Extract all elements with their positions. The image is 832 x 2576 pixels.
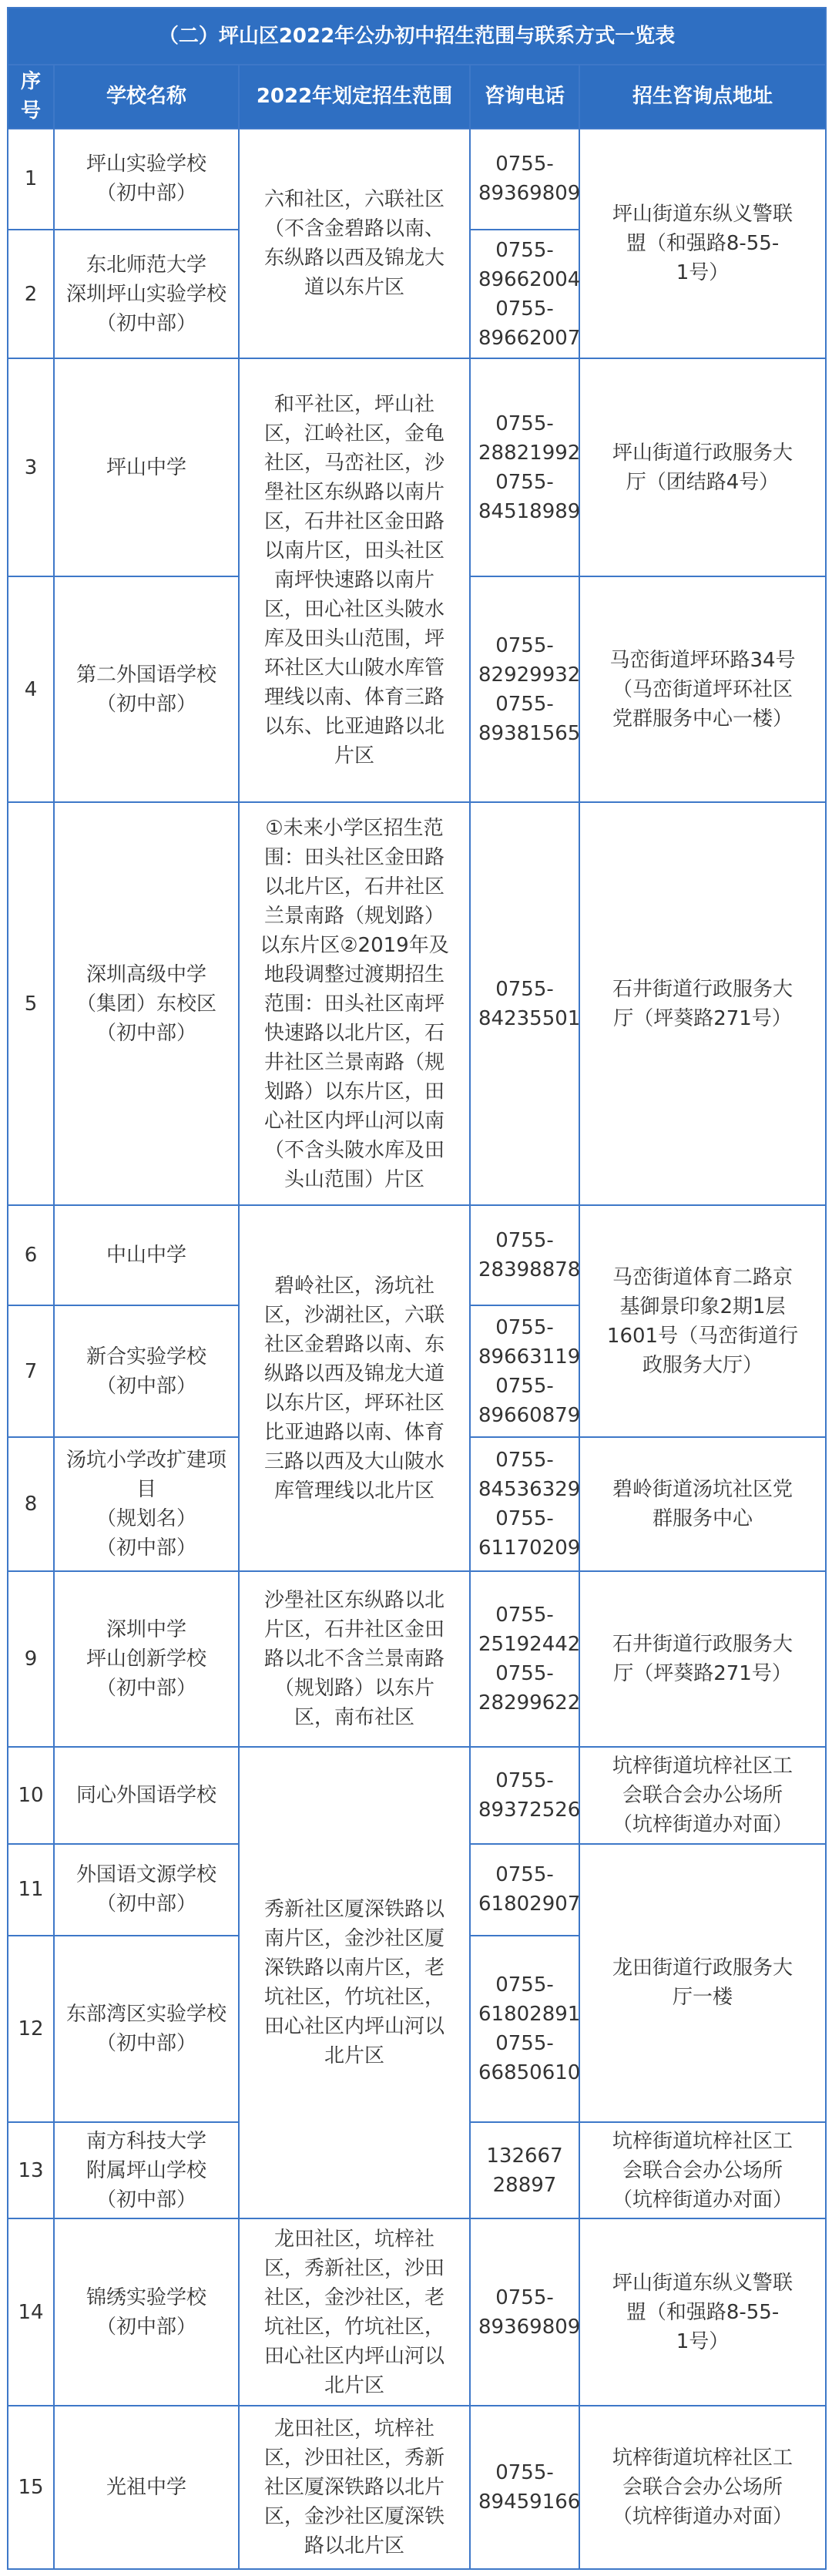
text-line: 84536329 — [478, 1478, 581, 1502]
text-line: 三路以西及大山陂水 — [263, 1449, 445, 1473]
text-line: （规划名） — [96, 1507, 196, 1531]
text-line: 南方科技大学 — [86, 2129, 206, 2153]
row-index: 7 — [8, 1305, 54, 1438]
text-line: （不含头陂水库及田 — [263, 1138, 445, 1162]
text-line: 碧岭社区，汤坑社 — [273, 1274, 434, 1298]
text-line: 0755- — [495, 153, 554, 176]
text-line: 社区，金沙社区，老 — [263, 2285, 445, 2309]
text-line: 0755- — [495, 1863, 554, 1887]
phone-number — [470, 129, 579, 230]
text-line: 六和社区，六联社区 — [263, 188, 445, 211]
text-line: 片区 — [334, 744, 374, 768]
row-index: 10 — [8, 1747, 54, 1843]
text-line: 马峦街道体育二路京 — [612, 1265, 793, 1289]
text-line: 党群服务中心一楼） — [612, 707, 793, 730]
enrollment-scope — [239, 1571, 470, 1747]
text-line: 深圳坪山实验学校 — [65, 282, 226, 306]
text-line: 心社区内坪山河以南 — [263, 1109, 445, 1133]
row-index: 4 — [8, 576, 54, 802]
text-line: 社区厦深铁路以北片 — [263, 2475, 445, 2499]
school-name — [54, 1571, 239, 1747]
text-line: 同心外国语学校 — [75, 1783, 216, 1807]
table-title: （二）坪山区2022年公办初中招生范围与联系方式一览表 — [8, 8, 826, 65]
row-index: 5 — [8, 802, 54, 1205]
text-line: 南坪快速路以南片 — [273, 569, 434, 593]
text-line: 田心社区内坪山河以 — [263, 2015, 445, 2039]
enrollment-scope — [239, 1747, 470, 2218]
text-line: 0755- — [495, 2285, 554, 2309]
text-line: 比亚迪路以南、体育 — [263, 1420, 445, 1444]
text-line: （初中部） — [96, 182, 196, 206]
row-index: 13 — [8, 2122, 54, 2218]
row-index: 8 — [8, 1437, 54, 1571]
text-line: ①未来小学区招生范 — [265, 816, 444, 840]
enrollment-scope — [239, 2406, 470, 2569]
text-line: 厅（坪葵路271号） — [613, 1006, 792, 1030]
text-line: 范围：田头社区南坪 — [263, 992, 445, 1016]
text-line: （马峦街道坪环社区 — [612, 677, 793, 701]
text-line: （初中部） — [96, 2188, 196, 2212]
school-name — [54, 1747, 239, 1843]
header-school: 学校名称 — [54, 65, 239, 129]
text-line: 1601号（马峦街道行 — [606, 1324, 799, 1348]
enrollment-scope — [239, 129, 470, 359]
text-line: （坑梓街道办对面） — [612, 2188, 793, 2212]
text-line: 东部湾区实验学校 — [65, 2002, 226, 2026]
phone-number — [470, 1305, 579, 1438]
consult-address — [579, 1747, 826, 1843]
text-line: 坪山街道东纵义警联 — [612, 203, 793, 226]
school-name — [54, 2122, 239, 2218]
text-line: 28398878 — [478, 1258, 581, 1282]
text-line: 路以北不含兰景南路 — [263, 1647, 445, 1671]
text-line: 快速路以北片区，石 — [263, 1021, 445, 1045]
text-line: 头山范围）片区 — [283, 1167, 424, 1191]
text-line: 井社区兰景南路（规 — [263, 1050, 445, 1074]
text-line: 以东片区，坪环社区 — [263, 1391, 445, 1415]
text-line: 61802907 — [478, 1893, 581, 1916]
enrollment-scope — [239, 1205, 470, 1571]
text-line: 第二外国语学校 — [75, 663, 216, 687]
table-row — [8, 358, 826, 576]
text-line: 0755- — [495, 411, 554, 435]
text-line: 89369809 — [478, 2315, 581, 2339]
text-line: 东纵路以西及锦龙大 — [263, 247, 445, 270]
text-line: 政服务大厅） — [642, 1353, 763, 1377]
text-line: 附属坪山学校 — [86, 2158, 206, 2182]
text-line: 0755- — [495, 1768, 554, 1792]
consult-address — [579, 576, 826, 802]
text-line: 0755- — [495, 692, 554, 716]
text-line: 新合实验学校 — [86, 1345, 206, 1369]
text-line: 84518989 — [478, 499, 581, 523]
text-line: 61802891 — [478, 2002, 581, 2026]
text-line: 库及田头山范围，坪 — [263, 627, 445, 651]
text-line: 0755- — [495, 1604, 554, 1627]
table-row — [8, 1747, 826, 1843]
consult-address — [579, 2122, 826, 2218]
text-line: （初中部） — [96, 1374, 196, 1398]
text-line: 盟（和强路8-55- — [626, 232, 780, 255]
table-row — [8, 1205, 826, 1305]
consult-address — [579, 1205, 826, 1437]
text-line: 深圳中学 — [106, 1618, 186, 1642]
header-scope: 2022年划定招生范围 — [239, 65, 470, 129]
phone-number — [470, 230, 579, 359]
phone-number — [470, 1844, 579, 1936]
text-line: 盟（和强路8-55- — [626, 2300, 780, 2324]
consult-address — [579, 358, 826, 576]
school-name — [54, 1936, 239, 2122]
text-line: 1号） — [676, 261, 730, 284]
consult-address — [579, 1844, 826, 2123]
school-name — [54, 1305, 239, 1438]
phone-number — [470, 1205, 579, 1305]
text-line: 片区，石井社区金田 — [263, 1618, 445, 1642]
text-line: 84235501 — [478, 1006, 581, 1030]
text-line: 目 — [136, 1478, 156, 1502]
text-line: 和平社区，坪山社 — [273, 393, 434, 417]
text-line: （初中部） — [96, 692, 196, 716]
text-line: 以北片区，石井社区 — [263, 875, 445, 898]
school-name — [54, 2406, 239, 2569]
text-line: 会联合会办公场所 — [622, 2475, 783, 2499]
consult-address — [579, 1571, 826, 1747]
text-line: 区，南布社区 — [294, 1706, 414, 1730]
text-line: （初中部） — [96, 1677, 196, 1701]
text-line: （集团）东校区 — [75, 992, 216, 1016]
header-index: 序号 — [8, 65, 54, 129]
school-name — [54, 2218, 239, 2405]
text-line: 28897 — [492, 2173, 557, 2197]
text-line: 北片区 — [324, 2044, 384, 2068]
text-line: 光祖中学 — [106, 2475, 186, 2499]
school-name — [54, 230, 239, 359]
phone-number — [470, 1437, 579, 1571]
school-name — [54, 1437, 239, 1571]
phone-number — [470, 1747, 579, 1843]
text-line: 会联合会办公场所 — [622, 1783, 783, 1807]
consult-address — [579, 2218, 826, 2405]
text-line: 壆社区东纵路以南片 — [263, 481, 445, 505]
text-line: 89372526 — [478, 1798, 581, 1822]
text-line: 划路）以东片区，田 — [263, 1080, 445, 1103]
text-line: 田心社区内坪山河以 — [263, 2344, 445, 2368]
consult-address — [579, 129, 826, 359]
text-line: 66850610 — [478, 2060, 581, 2084]
text-line: 南片区，金沙社区厦 — [263, 1927, 445, 1951]
table-row — [8, 1571, 826, 1747]
text-line: 兰景南路（规划路） — [263, 904, 445, 928]
text-line: 区，秀新社区，沙田 — [263, 2256, 445, 2280]
row-index: 15 — [8, 2406, 54, 2569]
text-line: 坪山街道行政服务大 — [612, 441, 793, 465]
text-line: 碧岭街道汤坑社区党 — [612, 1478, 793, 1502]
text-line: 厅（团结路4号） — [626, 470, 780, 494]
text-line: 道以东片区 — [304, 276, 404, 299]
text-line: 89663119 — [478, 1345, 581, 1369]
text-line: 以南片区，田头社区 — [263, 539, 445, 563]
text-line: 89381565 — [478, 721, 581, 745]
text-line: 汤坑小学改扩建项 — [65, 1449, 226, 1473]
text-line: 沙壆社区东纵路以北 — [263, 1589, 445, 1613]
text-line: 深铁路以南片区，老 — [263, 1956, 445, 1980]
phone-number — [470, 2122, 579, 2218]
phone-number — [470, 1936, 579, 2122]
text-line: （坑梓街道办对面） — [612, 1812, 793, 1836]
school-name — [54, 802, 239, 1205]
phone-number — [470, 576, 579, 802]
text-line: 石井街道行政服务大 — [612, 1633, 793, 1657]
consult-address — [579, 2406, 826, 2569]
text-line: 深圳高级中学 — [86, 962, 206, 986]
school-name — [54, 1844, 239, 1936]
text-line: 龙田街道行政服务大 — [612, 1956, 793, 1980]
text-line: 路以北片区 — [304, 2534, 404, 2558]
table-row — [8, 129, 826, 230]
school-name — [54, 576, 239, 802]
text-line: 以东、比亚迪路以北 — [263, 715, 445, 739]
text-line: 外国语文源学校 — [75, 1863, 216, 1887]
text-line: 89660879 — [478, 1403, 581, 1427]
text-line: 0755- — [495, 977, 554, 1001]
header-address: 招生咨询点地址 — [579, 65, 826, 129]
text-line: 理线以南、体育三路 — [263, 686, 445, 710]
phone-number — [470, 2218, 579, 2405]
text-line: 28821992 — [478, 441, 581, 465]
school-name — [54, 1205, 239, 1305]
text-line: 0755- — [495, 470, 554, 494]
text-line: 群服务中心 — [653, 1507, 753, 1531]
text-line: （初中部） — [96, 2031, 196, 2055]
enrollment-scope — [239, 358, 470, 802]
row-index: 12 — [8, 1936, 54, 2122]
table-row — [8, 802, 826, 1205]
text-line: 89662004 — [478, 267, 581, 291]
text-line: 社区金碧路以南、东 — [263, 1332, 445, 1356]
text-line: 地段调整过渡期招生 — [263, 962, 445, 986]
text-line: 0755- — [495, 297, 554, 321]
text-line: 区，沙田社区，秀新 — [263, 2446, 445, 2470]
phone-number — [470, 358, 579, 576]
enrollment-table — [7, 7, 827, 2570]
consult-address — [579, 802, 826, 1205]
school-name — [54, 358, 239, 576]
enrollment-scope — [239, 802, 470, 1205]
text-line: 89459166 — [478, 2490, 581, 2514]
row-index: 11 — [8, 1844, 54, 1936]
text-line: 石井街道行政服务大 — [612, 977, 793, 1001]
text-line: 以东片区②2019年及 — [260, 933, 449, 957]
text-line: 0755- — [495, 2460, 554, 2484]
text-line: 0755- — [495, 1662, 554, 1686]
row-index: 6 — [8, 1205, 54, 1305]
row-index: 2 — [8, 230, 54, 359]
text-line: 坑梓街道坑梓社区工 — [612, 2129, 793, 2153]
text-line: 区，江岭社区，金龟 — [263, 422, 445, 446]
text-line: 1号） — [676, 2329, 730, 2353]
text-line: （不含金碧路以南、 — [263, 217, 445, 240]
text-line: 纵路以西及锦龙大道 — [263, 1362, 445, 1385]
text-line: 82929932 — [478, 663, 581, 687]
text-line: 马峦街道坪环路34号 — [609, 648, 796, 672]
text-line: 基御景印象2期1层 — [619, 1295, 786, 1318]
text-line: 0755- — [495, 1315, 554, 1339]
text-line: 28299622 — [478, 1691, 581, 1715]
text-line: 0755- — [495, 633, 554, 657]
text-line: 61170209 — [478, 1537, 581, 1560]
text-line: 坪山实验学校 — [86, 153, 206, 176]
text-line: 坪山街道东纵义警联 — [612, 2271, 793, 2295]
text-line: 坑社区，竹坑社区， — [263, 1986, 445, 2010]
text-line: 围：田头社区金田路 — [263, 845, 445, 869]
text-line: 坑梓街道坑梓社区工 — [612, 2446, 793, 2470]
text-line: 0755- — [495, 238, 554, 262]
table-row — [8, 2218, 826, 2405]
text-line: 89369809 — [478, 182, 581, 206]
row-index: 9 — [8, 1571, 54, 1747]
text-line: 社区，马峦社区，沙 — [263, 452, 445, 475]
text-line: 东北师范大学 — [86, 253, 206, 277]
text-line: （规划路）以东片 — [273, 1677, 434, 1701]
header-phone: 咨询电话 — [470, 65, 579, 129]
consult-address — [579, 1437, 826, 1571]
text-line: （初中部） — [96, 1021, 196, 1045]
text-line: 会联合会办公场所 — [622, 2158, 783, 2182]
text-line: 秀新社区厦深铁路以 — [263, 1898, 445, 1922]
table-row — [8, 2406, 826, 2569]
text-line: 中山中学 — [106, 1244, 186, 1268]
text-line: 北片区 — [324, 2373, 384, 2397]
text-line: 区，沙湖社区，六联 — [263, 1303, 445, 1327]
text-line: 区，金沙社区厦深铁 — [263, 2504, 445, 2528]
text-line: （初中部） — [96, 1537, 196, 1560]
phone-number — [470, 802, 579, 1205]
text-line: 厅一楼 — [673, 1986, 733, 2010]
text-line: 0755- — [495, 1507, 554, 1531]
text-line: 132667 — [486, 2144, 563, 2168]
text-line: 库管理线以北片区 — [273, 1479, 434, 1503]
text-line: 25192442 — [478, 1633, 581, 1657]
text-line: 0755- — [495, 1449, 554, 1473]
text-line: 0755- — [495, 1229, 554, 1253]
enrollment-scope — [239, 2218, 470, 2405]
text-line: （坑梓街道办对面） — [612, 2504, 793, 2528]
text-line: 区，石井社区金田路 — [263, 510, 445, 534]
row-index: 3 — [8, 358, 54, 576]
row-index: 14 — [8, 2218, 54, 2405]
text-line: 坪山中学 — [106, 455, 186, 479]
text-line: 坪山创新学校 — [86, 1647, 206, 1671]
text-line: 龙田社区，坑梓社 — [273, 2227, 434, 2251]
text-line: 0755- — [495, 2031, 554, 2055]
text-line: 区，田心社区头陂水 — [263, 598, 445, 622]
text-line: 环社区大山陂水库管 — [263, 657, 445, 680]
row-index: 1 — [8, 129, 54, 230]
text-line: 89662007 — [478, 326, 581, 350]
text-line: （初中部） — [96, 1893, 196, 1916]
text-line: （初中部） — [96, 2315, 196, 2339]
text-line: 厅（坪葵路271号） — [613, 1662, 792, 1686]
text-line: 0755- — [495, 1973, 554, 1997]
text-line: 坑社区，竹坑社区， — [263, 2315, 445, 2339]
text-line: 0755- — [495, 1374, 554, 1398]
phone-number — [470, 1571, 579, 1747]
text-line: 龙田社区，坑梓社 — [273, 2416, 434, 2440]
text-line: （初中部） — [96, 311, 196, 335]
phone-number — [470, 2406, 579, 2569]
text-line: 坑梓街道坑梓社区工 — [612, 1754, 793, 1778]
school-name — [54, 129, 239, 230]
text-line: 锦绣实验学校 — [86, 2285, 206, 2309]
